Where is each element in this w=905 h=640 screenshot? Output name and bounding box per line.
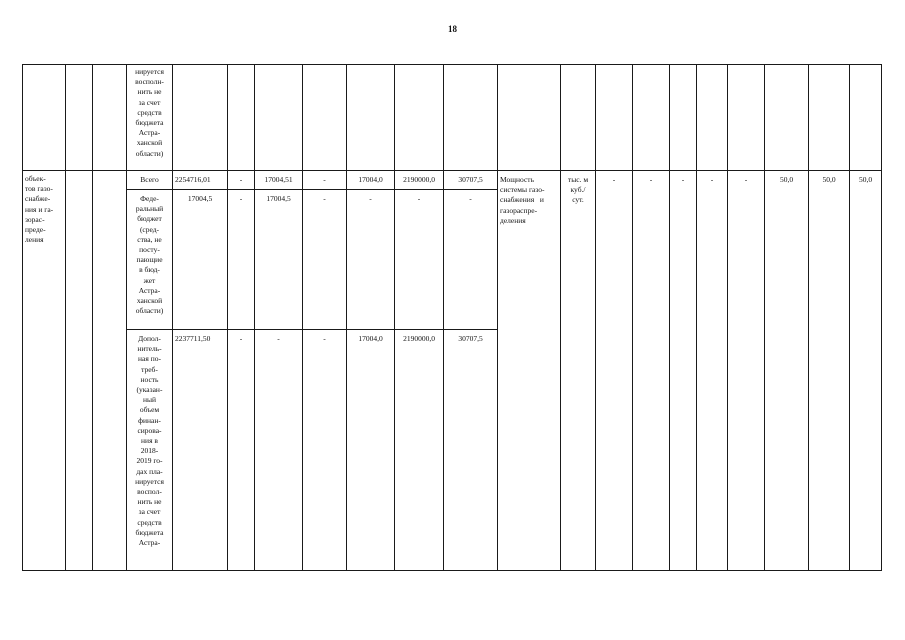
text-line: системы газо- bbox=[500, 185, 545, 195]
indicator-value: - bbox=[681, 175, 685, 184]
col-border bbox=[764, 64, 765, 571]
text-line: ния и га- bbox=[25, 204, 54, 214]
text-line: нитель- bbox=[137, 344, 162, 354]
additional-value: 30707,5 bbox=[458, 334, 483, 343]
col-border bbox=[346, 64, 347, 571]
indicator-value: - bbox=[710, 175, 714, 184]
federal-value: - bbox=[469, 194, 472, 203]
text-line: финан- bbox=[138, 415, 161, 425]
total-value: - bbox=[323, 175, 326, 184]
col-border bbox=[254, 64, 255, 571]
text-line: ния в bbox=[141, 436, 158, 446]
text-line: куб./ bbox=[570, 185, 586, 195]
text-line: бюджета bbox=[135, 118, 164, 128]
indicator-unit bbox=[561, 175, 595, 206]
indicator-value: 50,0 bbox=[858, 175, 873, 184]
total-value: - bbox=[239, 175, 243, 184]
additional-value: 2237711,50 bbox=[175, 334, 211, 343]
text-line: воспол- bbox=[137, 487, 162, 497]
total-value: 2190000,0 bbox=[403, 175, 435, 184]
federal-budget-label bbox=[127, 194, 172, 316]
text-line: Астра- bbox=[138, 538, 161, 548]
text-line: в бюд- bbox=[139, 265, 160, 275]
federal-value: - bbox=[369, 194, 372, 203]
text-line: нируется bbox=[135, 67, 164, 76]
text-line: ная по- bbox=[138, 354, 161, 364]
text-line: ства, не bbox=[137, 234, 162, 244]
col-border bbox=[595, 64, 596, 571]
col-border bbox=[65, 64, 66, 571]
additional-value: - bbox=[239, 334, 243, 343]
col-border bbox=[881, 64, 882, 571]
text-line: средств bbox=[137, 517, 162, 527]
col-border bbox=[92, 64, 93, 571]
text-line: ления bbox=[25, 235, 44, 245]
col-border bbox=[560, 64, 561, 571]
table-bottom-border-right bbox=[497, 570, 882, 571]
text-line: сирова- bbox=[137, 425, 162, 435]
text-line: жет bbox=[143, 275, 156, 285]
top-block-source-text bbox=[127, 67, 172, 159]
indicator-value: - bbox=[612, 175, 616, 184]
col-border bbox=[849, 64, 850, 571]
text-line: за счет bbox=[138, 97, 161, 107]
total-value: 17004,0 bbox=[358, 175, 383, 184]
text-line: пающие bbox=[136, 255, 163, 265]
text-line: средств bbox=[137, 107, 162, 117]
page-number: 18 bbox=[448, 24, 457, 34]
row-separator-additional bbox=[126, 329, 497, 330]
col-border bbox=[227, 64, 228, 571]
federal-value: 17004,5 bbox=[187, 194, 213, 203]
text-line: дах пла- bbox=[136, 466, 163, 476]
text-line: ность bbox=[140, 374, 159, 384]
col-border bbox=[808, 64, 809, 571]
text-line: нируется bbox=[135, 476, 164, 486]
text-line: объек- bbox=[25, 174, 46, 183]
text-line: тыс. м bbox=[567, 175, 589, 184]
text-line: тов газо- bbox=[25, 184, 53, 194]
text-line: области) bbox=[135, 148, 164, 158]
additional-value: 2190000,0 bbox=[403, 334, 435, 343]
additional-need-label bbox=[127, 334, 172, 548]
col-border bbox=[727, 64, 728, 571]
indicator-value: 50,0 bbox=[822, 175, 836, 184]
federal-value: 17004,5 bbox=[266, 194, 291, 203]
text-line: сут. bbox=[572, 195, 584, 205]
col-border bbox=[696, 64, 697, 571]
text-line: Допол- bbox=[138, 334, 161, 343]
col-border bbox=[394, 64, 395, 571]
text-line: нить не bbox=[137, 497, 162, 507]
total-value: 17004,51 bbox=[264, 175, 293, 184]
text-line: за счет bbox=[138, 507, 161, 517]
text-line: (указан- bbox=[136, 385, 163, 395]
text-line: 2019 го- bbox=[136, 456, 163, 466]
text-line: Астра- bbox=[138, 285, 161, 295]
federal-value: - bbox=[239, 194, 243, 203]
text-line: газораспре- bbox=[500, 205, 538, 215]
text-line: ханской bbox=[136, 296, 163, 306]
text-line: преде- bbox=[25, 225, 46, 235]
total-value: 2254716,01 bbox=[175, 175, 211, 184]
text-line: нить не bbox=[137, 87, 162, 97]
indicator-value: 50,0 bbox=[779, 175, 794, 184]
indicator-value: - bbox=[744, 175, 748, 184]
text-line: снабжения и bbox=[500, 195, 544, 205]
indicator-name bbox=[500, 175, 560, 226]
federal-value: - bbox=[417, 194, 421, 203]
col-border bbox=[497, 64, 498, 571]
text-line: области) bbox=[135, 306, 164, 316]
text-line: деления bbox=[500, 215, 526, 225]
text-line: восполн- bbox=[135, 77, 164, 87]
col-border bbox=[172, 64, 173, 571]
text-line: бюджет bbox=[137, 214, 162, 224]
text-line: бюджета bbox=[135, 527, 164, 537]
text-line: Астра- bbox=[138, 128, 161, 138]
additional-value: - bbox=[323, 334, 326, 343]
text-line: 2018- bbox=[140, 446, 159, 456]
text-line: Феде- bbox=[140, 194, 159, 203]
row-separator bbox=[22, 170, 882, 171]
text-line: (сред- bbox=[139, 224, 160, 234]
total-value: 30707,5 bbox=[458, 175, 483, 184]
text-line: снабже- bbox=[25, 194, 51, 204]
text-line: ральный bbox=[135, 204, 164, 214]
col-border bbox=[443, 64, 444, 571]
federal-value: - bbox=[323, 194, 326, 203]
text-line: треб- bbox=[141, 364, 158, 374]
text-line: ный bbox=[142, 395, 157, 405]
col-border bbox=[302, 64, 303, 571]
row-separator-federal bbox=[126, 189, 497, 190]
table-top-border bbox=[22, 64, 882, 65]
text-line: объем bbox=[139, 405, 160, 415]
text-line: Мощность bbox=[500, 175, 534, 184]
table-bottom-border-left bbox=[22, 570, 497, 571]
additional-value: - bbox=[277, 334, 280, 343]
text-line: зорас- bbox=[25, 214, 45, 224]
text-line: ханской bbox=[136, 138, 163, 148]
col-border bbox=[22, 64, 23, 571]
text-line: посту- bbox=[139, 245, 160, 255]
col-border bbox=[669, 64, 670, 571]
indicator-value: - bbox=[649, 175, 653, 184]
object-name-text bbox=[25, 174, 65, 245]
total-label: Всего bbox=[140, 175, 159, 184]
col-border bbox=[632, 64, 633, 571]
additional-value: 17004,0 bbox=[358, 334, 383, 343]
